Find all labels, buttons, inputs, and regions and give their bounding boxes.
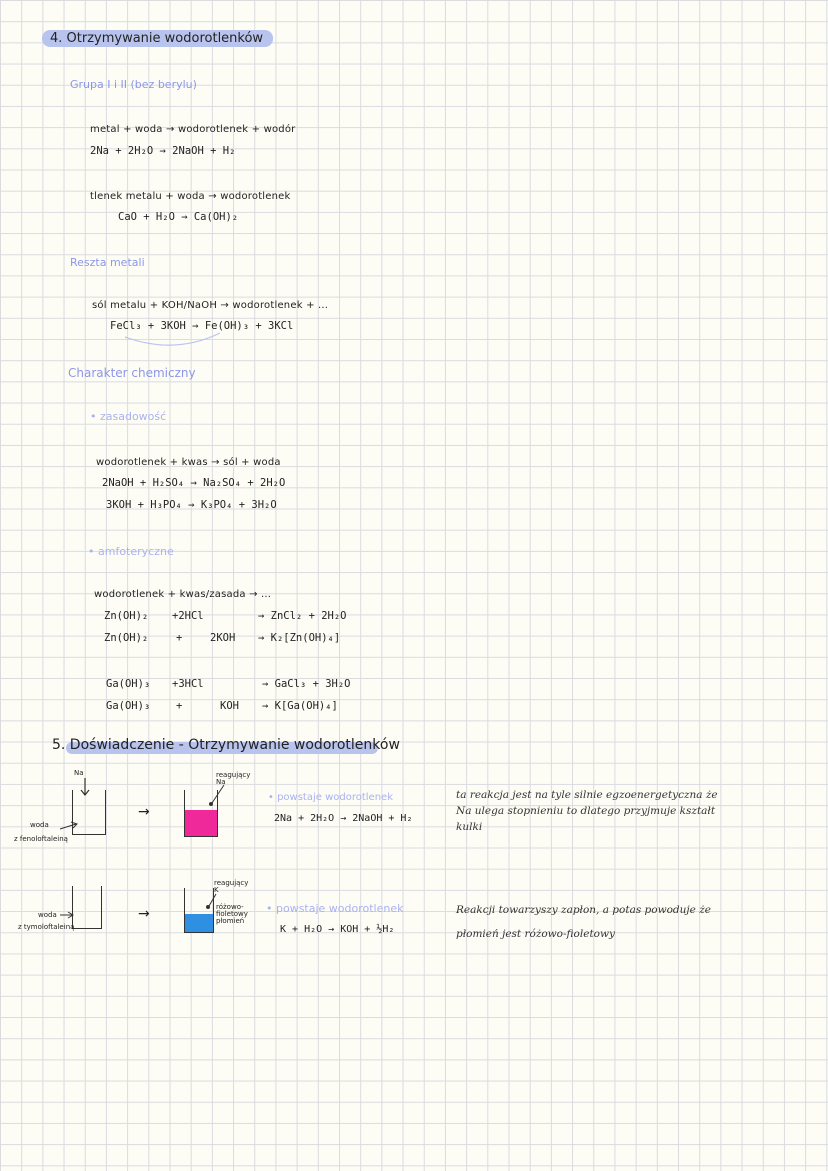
exp2-note-line-1: Reakcji towarzyszy zapłon, a potas powoduje że (456, 904, 711, 916)
exp1-pointer-arrow-icon (58, 820, 80, 832)
ga-oh-3-base-mid: + (176, 700, 183, 712)
exp2-result: • powstaje wodorotlenek (266, 902, 404, 915)
equation-koh-h3po4: 3KOH + H₃PO₄ → K₃PO₄ + 3H₂O (106, 499, 277, 511)
reaction-scheme-amphoteric: wodorotlenek + kwas/zasada → ... (94, 589, 272, 600)
zn-oh-2-base-left: Zn(OH)₂ (104, 632, 149, 644)
exp2-arrow-icon: → (138, 906, 150, 922)
ga-oh-3-acid-mid: +3HCl (172, 678, 204, 690)
amphoteric-label: • amfoteryczne (88, 545, 174, 558)
zn-oh-2-acid-mid: +2HCl (172, 610, 204, 622)
exp2-reagent-label: reagujący K (214, 879, 249, 894)
exp2-equation: K + H₂O → KOH + ½H₂ (280, 924, 395, 935)
zn-oh-2-base-reagent: 2KOH (210, 632, 236, 644)
equation-naoh-h2so4: 2NaOH + H₂SO₄ → Na₂SO₄ + 2H₂O (102, 477, 286, 489)
zn-oh-2-base-mid: + (176, 632, 183, 644)
section-4-title: 4. Otrzymywanie wodorotlenków (42, 30, 273, 47)
exp1-pink-solution (185, 810, 217, 836)
exp1-reagent-label: reagujący Na (216, 771, 251, 786)
reaction-scheme-oxide-water: tlenek metalu + woda → wodorotlenek (90, 191, 291, 202)
rest-metals-heading: Reszta metali (70, 256, 145, 269)
exchange-arc-icon (120, 315, 230, 351)
reaction-scheme-base-acid: wodorotlenek + kwas → sól + woda (96, 457, 281, 468)
ga-oh-3-acid-left: Ga(OH)₃ (106, 678, 151, 690)
exp2-blue-solution (185, 914, 213, 932)
exp1-metal-label: Na (74, 769, 84, 777)
chemical-character-heading: Charakter chemiczny (68, 366, 196, 380)
reaction-scheme-salt-base: sól metalu + KOH/NaOH → wodorotlenek + ... (92, 300, 329, 311)
equation-cao-water: CaO + H₂O → Ca(OH)₂ (118, 211, 239, 223)
exp1-equation: 2Na + 2H₂O → 2NaOH + H₂ (274, 813, 413, 824)
exp2-beaker-before (72, 886, 102, 929)
exp2-flame-label: różowo-fioletowy płomień (216, 903, 248, 925)
exp1-arrow-icon: → (138, 804, 150, 820)
exp2-note-line-2: płomień jest różowo-fioletowy (456, 928, 615, 940)
section-5-title: 5. Doświadczenie - Otrzymywanie wodorotlenków (52, 737, 400, 753)
exp2-pointer-arrow-icon (58, 910, 76, 920)
equation-na-water: 2Na + 2H₂O → 2NaOH + H₂ (90, 145, 236, 157)
exp2-reagent-pointer-icon (204, 892, 218, 912)
ga-oh-3-base-right: → K[Ga(OH)₄] (262, 700, 338, 712)
basic-label: • zasadowość (90, 410, 167, 423)
zn-oh-2-acid-right: → ZnCl₂ + 2H₂O (258, 610, 347, 622)
reaction-scheme-metal-water: metal + woda → wodorotlenek + wodór (90, 124, 296, 135)
zn-oh-2-base-right: → K₂[Zn(OH)₄] (258, 632, 341, 644)
equation-fecl3-koh: FeCl₃ + 3KOH → Fe(OH)₃ + 3KCl (110, 320, 294, 332)
zn-oh-2-acid-left: Zn(OH)₂ (104, 610, 149, 622)
ga-oh-3-acid-right: → GaCl₃ + 3H₂O (262, 678, 351, 690)
exp1-note: ta reakcja jest na tyle silnie egzoenergetyczna że Na ulega stopnieniu to dlatego przyjmuje kształt kulki (456, 789, 718, 833)
exp1-indicator-label: z fenoloftaleiną (14, 835, 68, 843)
exp2-water-label: woda (38, 911, 57, 919)
exp1-result: • powstaje wodorotlenek (268, 792, 393, 803)
ga-oh-3-base-reagent: KOH (220, 700, 239, 712)
exp1-water-label: woda (30, 821, 49, 829)
ga-oh-3-base-left: Ga(OH)₃ (106, 700, 151, 712)
exp1-reagent-pointer-icon (206, 783, 228, 809)
group-1-2-heading: Grupa I i II (bez berylu) (70, 78, 197, 91)
exp2-indicator-label: z tymoloftaleiną (18, 923, 75, 931)
